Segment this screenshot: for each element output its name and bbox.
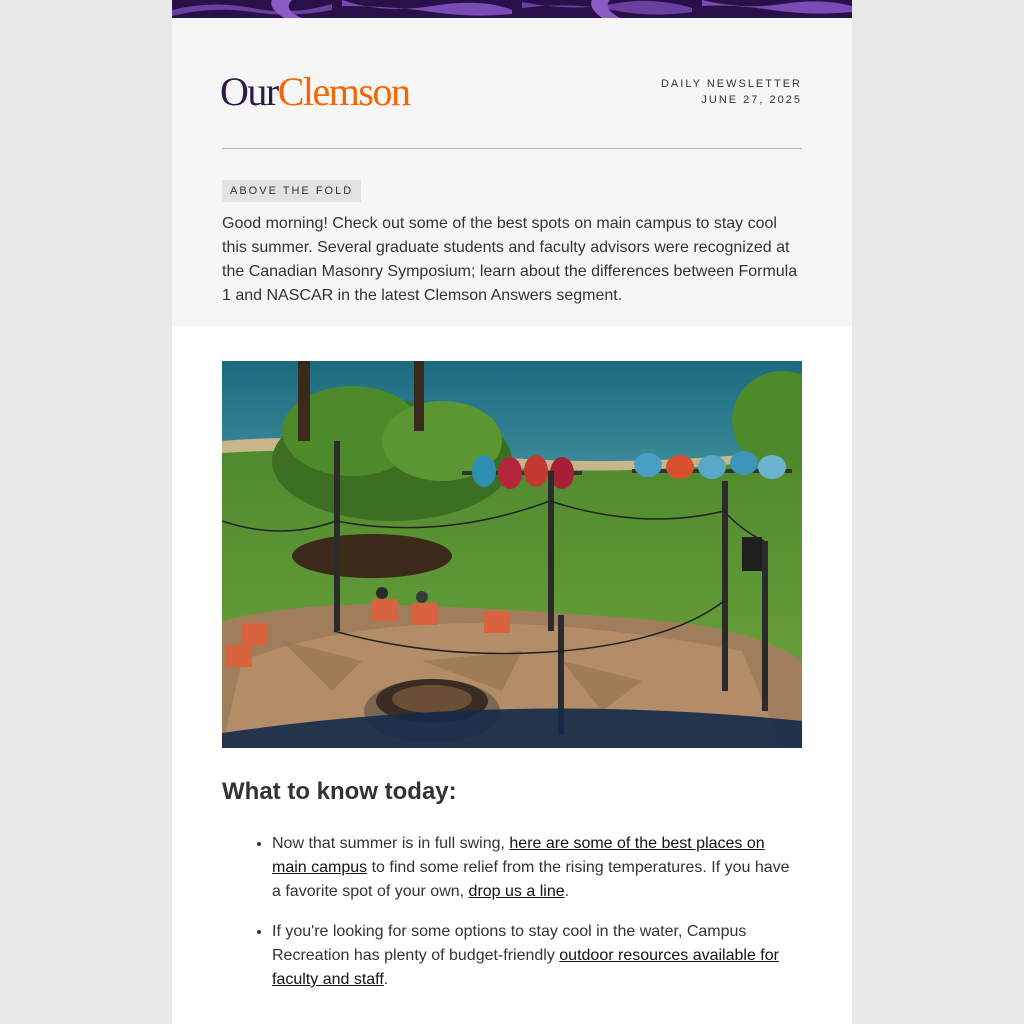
bullet-text: If you're looking for some options to stay cool in the water, Campus Recreation has plenty of budget-friendly — [272, 923, 747, 964]
list-item — [272, 832, 792, 904]
lakeside-firepit-image — [222, 361, 802, 748]
list-item — [272, 920, 792, 992]
newsletter-email — [172, 0, 852, 1024]
newsletter-date: JUNE 27, 2025 — [701, 94, 802, 106]
above-the-fold-badge: ABOVE THE FOLD — [222, 180, 361, 202]
campus-firepit-photo[interactable] — [222, 361, 802, 748]
newsletter-meta — [661, 76, 802, 108]
newsletter-label: DAILY NEWSLETTER — [660, 78, 802, 90]
logo-clemson: Clemson — [277, 69, 410, 114]
intro-paragraph: Good morning! Check out some of the best spots on main campus to stay cool this summer. Several graduate students and faculty advisors were recognized at the Canadian Masonry Symposium; learn about the differences between Formula 1 and NASCAR in the latest Clemson Answers segment. — [222, 215, 798, 304]
logo-our: Our — [220, 69, 278, 114]
bullet-text: to find some relief from the rising temperatures. If you have a favorite spot of your own, — [272, 859, 790, 900]
purple-stripe-banner — [172, 0, 852, 18]
bullet-text: . — [383, 971, 389, 988]
drop-us-a-line-link[interactable]: drop us a line — [468, 883, 565, 900]
outdoor-resources-link[interactable]: outdoor resources available for faculty and staff — [272, 947, 779, 988]
header-section — [172, 18, 852, 326]
what-to-know-list — [222, 832, 792, 1008]
ourclemson-logo[interactable] — [220, 68, 409, 116]
bullet-text: . — [564, 883, 570, 900]
what-to-know-heading: What to know today: — [222, 778, 457, 805]
header-divider — [222, 148, 802, 149]
bullet-text: Now that summer is in full swing, — [272, 835, 510, 852]
tiger-stripe-pattern — [172, 0, 852, 18]
best-places-link[interactable]: here are some of the best places on main campus — [272, 835, 765, 876]
